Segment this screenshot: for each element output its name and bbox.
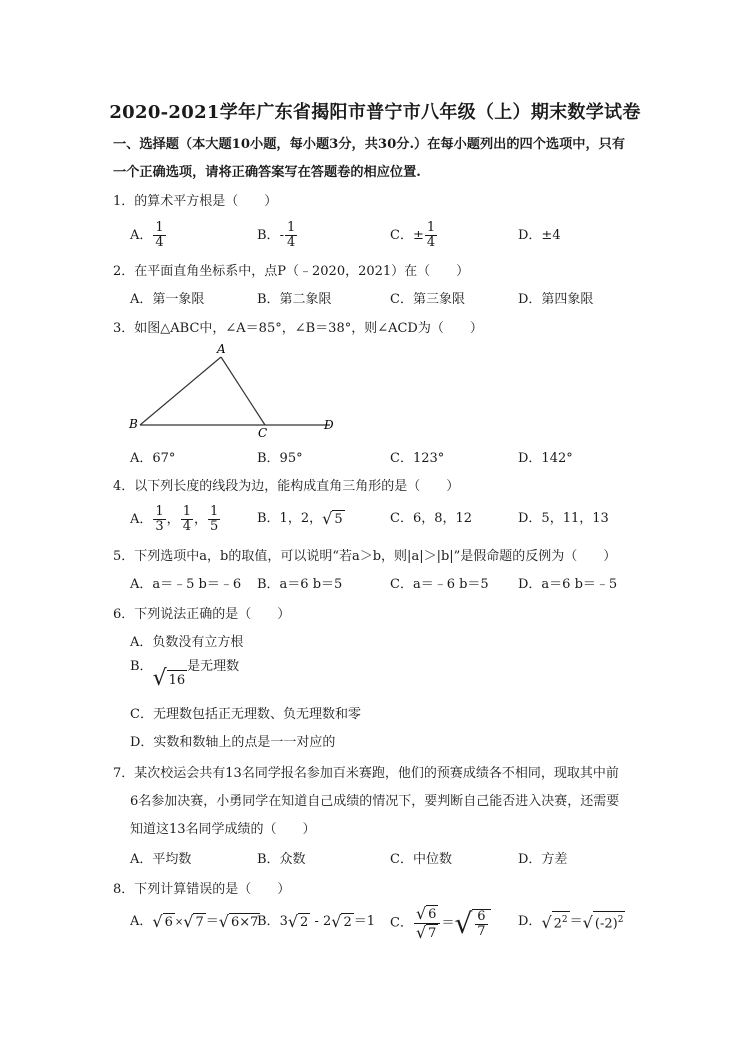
q5-option-c: C．a＝﹣6 b＝5 <box>390 577 489 592</box>
exam-title: 2020-2021学年广东省揭阳市普宁市八年级（上）期末数学试卷 <box>109 102 641 123</box>
label-d: D <box>324 418 334 432</box>
question-8-options <box>130 905 650 945</box>
q3-option-b: B．95° <box>257 451 303 466</box>
q6-b-sqrt: √ 16 <box>152 666 186 691</box>
question-2-options <box>130 289 650 319</box>
question-4-stem: 4．以下列长度的线段为边，能构成直角三角形的是（ ） <box>113 479 460 494</box>
side-ac <box>221 357 265 425</box>
question-6-stem: 6．下列说法正确的是（ ） <box>113 607 291 622</box>
q1-c-fraction: $\frac{1}{4}$ <box>426 220 436 250</box>
q8-option-b: B．3 √ 2 - 2 √ 2 ＝1 <box>257 911 376 931</box>
question-2-stem: 2．在平面直角坐标系中，点P（﹣2020，2021）在（ ） <box>113 264 470 279</box>
q4-option-a: A． $\frac{1}{3}$ ， $\frac{1}{4}$ ， $\frac{1}{5}$ <box>130 504 219 534</box>
q4-option-b: B．1，2， √ 5 <box>257 508 343 528</box>
q1-b-fraction: $\frac{1}{4}$ <box>286 220 296 250</box>
q7-option-b: B．众数 <box>257 852 306 867</box>
q7-option-a: A．平均数 <box>130 852 192 867</box>
q4-b-sqrt: √ 5 <box>322 508 343 528</box>
q3-option-d: D．142° <box>518 451 573 466</box>
q4-option-d: D．5，11，13 <box>518 511 609 526</box>
question-3-stem: 3．如图△ABC中，∠A＝85°，∠B＝38°，则∠ACD为（ ） <box>113 321 483 336</box>
side-ab <box>140 357 221 425</box>
question-3-options <box>130 448 650 478</box>
section-header-line1: 一、选择题（本大题10小题，每小题3分，共30分.）在每小题列出的四个选项中，只有 <box>113 137 626 152</box>
q6-option-a: A．负数没有立方根 <box>130 635 244 650</box>
q5-option-d: D．a＝6 b＝﹣5 <box>518 577 618 592</box>
q1-option-a: A． $\frac{1}{4}$ <box>130 220 164 250</box>
q6-option-d: D．实数和数轴上的点是一一对应的 <box>130 735 336 750</box>
q8-option-a: A． √ 6 × √ 7 ＝ √ 6×7 <box>130 911 259 931</box>
label-c: C <box>258 426 268 440</box>
q1-a-fraction: $\frac{1}{4}$ <box>155 220 164 250</box>
question-7-line2: 6名参加决赛，小勇同学在知道自己成绩的情况下，要判断自己能否进入决赛，还需要 <box>130 794 620 809</box>
question-4-options <box>130 505 650 535</box>
section-header-line2: 一个正确选项，请将正确答案写在答题卷的相应位置. <box>113 165 421 180</box>
q1-option-d: D．±4 <box>518 228 561 243</box>
q8-option-c: C． √ 6 √ 7 ＝ √ $\frac{6}{7}$ <box>390 905 491 942</box>
triangle-figure <box>125 340 345 440</box>
q7-option-c: C．中位数 <box>390 852 452 867</box>
question-5-stem: 5．下列选项中a，b的取值，可以说明“若a＞b，则|a|＞|b|”是假命题的反例为（ ） <box>113 549 617 564</box>
q5-option-b: B．a＝6 b＝5 <box>257 577 343 592</box>
question-5-options <box>130 574 650 604</box>
q2-option-a: A．第一象限 <box>130 292 205 307</box>
q7-option-d: D．方差 <box>518 852 568 867</box>
question-8-stem: 8．下列计算错误的是（ ） <box>113 882 291 897</box>
q1-option-b: B．- $\frac{1}{4}$ <box>257 220 296 250</box>
q4-option-c: C．6，8，12 <box>390 511 473 526</box>
question-7-line1: 7．某次校运会共有13名同学报名参加百米赛跑，他们的预赛成绩各不相同，现取其中前 <box>113 766 619 781</box>
question-7-options <box>130 849 650 879</box>
q8-option-d: D． √ $2^2$ ＝ √ $(-2)^2$ <box>518 911 625 933</box>
question-1-options <box>130 221 650 251</box>
question-1-stem: 1．的算术平方根是（ ） <box>113 194 278 209</box>
q2-option-d: D．第四象限 <box>518 292 594 307</box>
q3-option-a: A．67° <box>130 451 176 466</box>
q3-option-c: C．123° <box>390 451 445 466</box>
q2-option-c: C．第三象限 <box>390 292 465 307</box>
label-b: B <box>129 417 138 431</box>
question-7-line3: 知道这13名同学成绩的（ ） <box>130 822 316 837</box>
q6-option-c: C．无理数包括正无理数、负无理数和零 <box>130 707 361 722</box>
q6-option-b: B． √ 16 是无理数 <box>130 659 240 691</box>
q1-option-c: C．± $\frac{1}{4}$ <box>390 220 436 250</box>
q5-option-a: A．a＝﹣5 b＝﹣6 <box>130 577 242 592</box>
q2-option-b: B．第二象限 <box>257 292 332 307</box>
label-a: A <box>217 342 226 356</box>
